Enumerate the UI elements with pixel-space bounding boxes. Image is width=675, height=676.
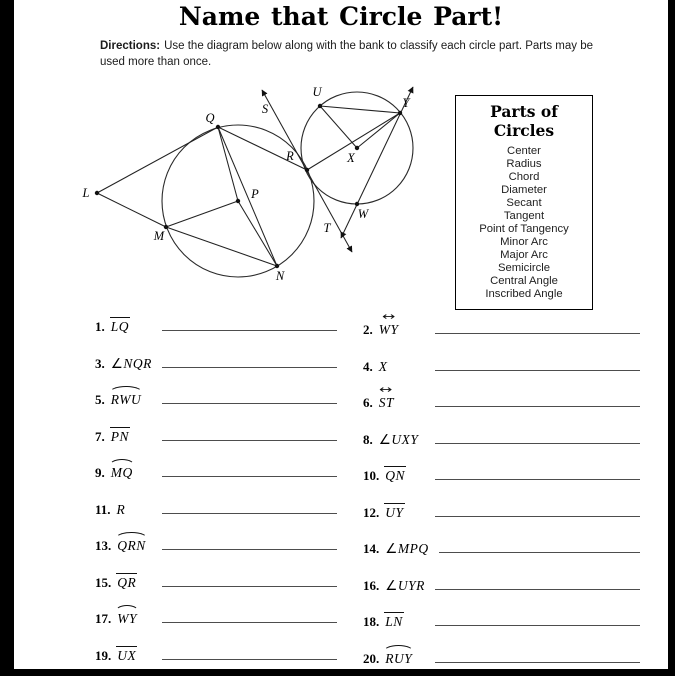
- question-number: 8.: [363, 431, 373, 447]
- word-bank-item: Minor Arc: [500, 236, 548, 248]
- point-n-label: N: [275, 269, 285, 283]
- answer-blank: [439, 539, 640, 553]
- question-item: [363, 427, 640, 464]
- point-w-dot: [355, 202, 359, 206]
- point-x-dot: [355, 146, 359, 150]
- expression-letters: RWU: [110, 392, 142, 407]
- expression-letters: MQ: [110, 465, 133, 480]
- point-s-label: S: [261, 102, 269, 116]
- point-l-dot: [95, 191, 99, 195]
- question-number: 10.: [363, 468, 380, 483]
- segment-pn: [238, 201, 277, 266]
- answer-blank: [435, 320, 640, 334]
- expression-letters: ∠UYR: [385, 577, 425, 593]
- question-number: 9.: [95, 465, 105, 480]
- question-list: [95, 314, 640, 669]
- answer-blank: [162, 427, 337, 441]
- question-row: [95, 387, 640, 424]
- directions: [100, 38, 620, 70]
- question-item: [95, 497, 337, 534]
- point-u-label: U: [312, 85, 322, 99]
- expression-letters: RUY: [385, 650, 413, 666]
- answer-blank: [162, 463, 337, 477]
- question-number: 16.: [363, 577, 380, 593]
- answer-blank: [162, 354, 337, 368]
- point-p-dot: [236, 199, 240, 203]
- word-bank-item: Tangent: [503, 210, 545, 222]
- worksheet-page: [14, 0, 668, 669]
- question-number: 14.: [363, 541, 380, 556]
- question-expression: [111, 424, 129, 445]
- expression-letters: WY: [117, 611, 138, 626]
- question-item: [363, 573, 640, 610]
- segment-mn: [166, 227, 277, 266]
- expression-letters: ∠UXY: [378, 431, 419, 447]
- word-bank-item: Major Arc: [500, 249, 548, 261]
- answer-blank: [435, 466, 640, 480]
- answer-blank: [435, 612, 640, 626]
- point-p-label: P: [251, 187, 259, 201]
- point-q-dot: [216, 125, 220, 129]
- question-number: 11.: [95, 501, 111, 517]
- expression-letters: ∠MPQ: [385, 541, 429, 556]
- question-item: [95, 351, 337, 388]
- segment-uy: [320, 106, 400, 113]
- question-row: [95, 314, 640, 351]
- page-title: Name that Circle Part!: [178, 2, 504, 31]
- question-expression: [117, 570, 136, 591]
- directions-label: Directions:: [100, 40, 161, 52]
- expression-letters: QR: [117, 574, 137, 590]
- question-expression: [385, 536, 428, 557]
- word-bank-item: Center: [507, 145, 541, 157]
- expression-letters: QRN: [117, 538, 146, 553]
- segment-lq: [97, 127, 218, 193]
- question-item: [363, 609, 640, 646]
- question-item: [95, 387, 337, 424]
- word-bank-item: Chord: [508, 171, 540, 183]
- question-expression: [379, 427, 419, 448]
- expression-letters: QN: [385, 468, 406, 483]
- segment-xy: [357, 113, 400, 148]
- answer-blank: [435, 649, 640, 663]
- segment-pq: [218, 127, 238, 201]
- point-w-label: W: [357, 207, 369, 221]
- answer-blank: [162, 390, 337, 404]
- word-bank-box: [455, 95, 593, 310]
- question-row: [95, 606, 640, 643]
- question-item: [95, 570, 337, 607]
- answer-blank: [162, 609, 337, 623]
- question-item: [95, 643, 337, 670]
- answer-blank: [435, 503, 640, 517]
- point-n-dot: [275, 264, 279, 268]
- word-bank-item: Central Angle: [490, 275, 558, 287]
- segment-pm: [166, 201, 238, 227]
- expression-letters: ↔ ST: [379, 395, 394, 411]
- question-item: [363, 354, 640, 391]
- question-number: 20.: [363, 650, 380, 666]
- question-number: 7.: [95, 428, 105, 444]
- question-number: 5.: [95, 392, 105, 407]
- answer-blank: [162, 500, 337, 514]
- segment-qn: [218, 127, 277, 266]
- expression-letters: PN: [110, 428, 130, 444]
- point-y-label: Y: [402, 96, 410, 110]
- question-item: [95, 606, 337, 643]
- question-expression: [379, 317, 399, 338]
- answer-blank: [435, 576, 640, 590]
- expression-letters: UY: [385, 504, 404, 520]
- segment-lm: [97, 193, 166, 227]
- question-item: [363, 463, 640, 500]
- question-expression: [111, 460, 133, 481]
- expression-letters: ↔ WY: [379, 322, 399, 338]
- question-number: 2.: [363, 322, 373, 337]
- question-item: [363, 390, 640, 427]
- question-row: [95, 570, 640, 607]
- answer-blank: [162, 573, 337, 587]
- question-expression: [379, 390, 394, 411]
- word-bank-item: Inscribed Angle: [485, 288, 563, 300]
- word-bank-item: Secant: [506, 197, 542, 209]
- question-row: [95, 497, 640, 534]
- question-number: 13.: [95, 538, 112, 553]
- circle-diagram: [80, 80, 452, 298]
- question-expression: [117, 497, 126, 518]
- question-item: [95, 314, 337, 351]
- answer-blank: [435, 393, 640, 407]
- question-expression: [385, 500, 403, 521]
- question-expression: [117, 606, 137, 627]
- point-x-label: X: [347, 151, 355, 165]
- question-row: [95, 533, 640, 570]
- word-bank-item: Point of Tangency: [479, 223, 569, 235]
- point-u-dot: [318, 104, 322, 108]
- question-expression: [385, 463, 405, 484]
- question-number: 1.: [95, 319, 105, 334]
- question-item: [363, 317, 640, 354]
- question-expression: [111, 387, 142, 408]
- question-row: [95, 424, 640, 461]
- question-expression: [117, 533, 146, 554]
- question-item: [95, 460, 337, 497]
- question-row: [95, 643, 640, 670]
- expression-letters: R: [116, 501, 126, 517]
- expression-letters: ∠NQR: [110, 355, 152, 371]
- word-bank-item: Diameter: [501, 184, 547, 196]
- question-number: 3.: [95, 355, 105, 371]
- expression-letters: LN: [385, 614, 403, 629]
- point-t-label: T: [323, 221, 331, 235]
- point-y-dot: [398, 111, 402, 115]
- point-m-dot: [164, 225, 168, 229]
- answer-blank: [435, 430, 640, 444]
- question-expression: [385, 646, 412, 667]
- question-number: 15.: [95, 574, 112, 590]
- question-expression: [117, 643, 136, 664]
- question-row: [95, 460, 640, 497]
- question-expression: [385, 573, 425, 594]
- question-expression: [385, 609, 403, 630]
- question-expression: [111, 351, 152, 372]
- directions-text-line1: Use the diagram below along with the bank to classify each circle part. Parts may be: [164, 40, 593, 52]
- answer-blank: [162, 536, 337, 550]
- question-number: 17.: [95, 611, 112, 626]
- question-item: [363, 500, 640, 537]
- word-bank-item: Radius: [506, 158, 542, 170]
- question-number: 12.: [363, 504, 380, 520]
- question-number: 4.: [363, 358, 373, 374]
- answer-blank: [162, 646, 337, 660]
- expression-letters: LQ: [110, 319, 130, 334]
- question-item: [95, 424, 337, 461]
- question-item: [363, 646, 640, 670]
- expression-letters: UX: [117, 647, 137, 663]
- point-m-label: M: [153, 229, 165, 243]
- question-expression: [379, 354, 388, 375]
- segment-ux: [320, 106, 357, 148]
- point-r-dot: [305, 168, 309, 172]
- question-expression: [111, 314, 129, 335]
- point-q-label: Q: [205, 111, 215, 125]
- word-bank-title: Parts of Circles: [490, 102, 558, 140]
- point-r-label: R: [286, 149, 294, 163]
- point-l-label: L: [82, 186, 90, 200]
- question-number: 18.: [363, 614, 380, 629]
- directions-text-line2: used more than once.: [100, 56, 212, 69]
- answer-blank: [435, 357, 640, 371]
- question-number: 6.: [363, 395, 373, 410]
- expression-letters: X: [378, 358, 388, 374]
- question-number: 19.: [95, 647, 112, 663]
- answer-blank: [162, 317, 337, 331]
- question-item: [363, 536, 640, 573]
- question-item: [95, 533, 337, 570]
- question-row: [95, 351, 640, 388]
- word-bank-item: Semicircle: [497, 262, 551, 274]
